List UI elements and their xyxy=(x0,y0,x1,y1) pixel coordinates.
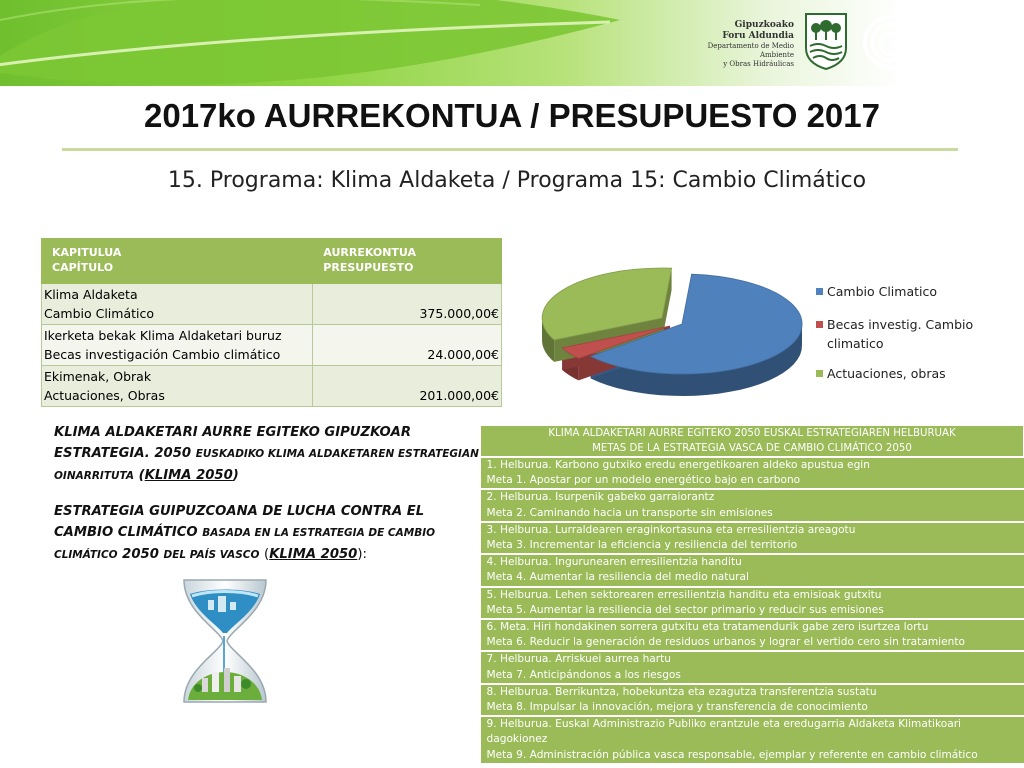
goal-cell: 7. Helburua. Arriskuei aurrea hartu Meta 7. Anticipándonos a los riesgos xyxy=(481,651,1024,683)
goal-cell: 5. Helburua. Lehen sektorearen erresilientzia handitu eta emisioak gutxitu Meta 5. Aumentar la resiliencia del sector primario y reducir sus emisiones xyxy=(481,587,1024,619)
klima-2050-link[interactable]: KLIMA 2050 xyxy=(269,547,358,562)
table-row xyxy=(42,366,502,407)
table-row xyxy=(481,522,1024,554)
strategy-text xyxy=(54,422,484,580)
brand-small-text: ORAIN xyxy=(920,40,957,51)
chapter-header: KAPITULUA CAPÍTULO xyxy=(42,239,313,284)
table-row xyxy=(481,619,1024,651)
gipuzkoa-g-logo xyxy=(862,14,918,70)
legend-swatch xyxy=(816,370,823,377)
goal-cell: 6. Meta. Hiri hondakinen sorrera gutxitu eta tratamendurik gabe zero isurtzea lortu Meta 6. Reducir la generación de residuos urbanos y lograr el vertido cero sin tratamiento xyxy=(481,619,1024,651)
chapter-cell: Ikerketa bekak Klima Aldaketari buruz Becas investigación Cambio climático xyxy=(42,325,313,366)
goal-cell: 1. Helburua. Karbono gutxiko eredu energetikoaren aldeko apustua egin Meta 1. Apostar por un modelo energético bajo en carbono xyxy=(481,457,1024,489)
table-row xyxy=(481,684,1024,716)
budget-header: AURREKONTUA PRESUPUESTO xyxy=(313,239,502,284)
chapter-cell: Ekimenak, Obrak Actuaciones, Obras xyxy=(42,366,313,407)
legend-item: Actuaciones, obras xyxy=(816,364,1006,383)
budget-header-row xyxy=(42,239,502,284)
amount-cell: 201.000,00€ xyxy=(313,366,502,407)
title-divider xyxy=(62,148,958,151)
goal-cell: 8. Helburua. Berrikuntza, hobekuntza eta ezagutza transferentzia sustatu Meta 8. Impulsar la innovación, mejora y transferencia de conocimiento xyxy=(481,684,1024,716)
table-row xyxy=(481,587,1024,619)
goals-table xyxy=(480,425,1024,763)
strategy-paragraph-eu: KLIMA ALDAKETARI AURRE EGITEKO GIPUZKOAR ESTRATEGIA. 2050 EUSKADIKO KLIMA ALDAKETAREN ESTRATEGIAN OINARRITUTA (KLIMA 2050) xyxy=(54,425,479,483)
legend-swatch xyxy=(816,321,823,328)
budget-pie-chart xyxy=(540,262,810,402)
table-row xyxy=(481,716,1024,763)
amount-cell: 24.000,00€ xyxy=(313,325,502,366)
brand-big-text: GIPUZKOA xyxy=(920,51,994,67)
goal-cell: 3. Helburua. Lurraldearen eraginkortasuna eta erresilientzia areagotu Meta 3. Incrementar la eficiencia y resiliencia del territorio xyxy=(481,522,1024,554)
shield-logo xyxy=(804,12,848,70)
legend-item: Cambio Climatico xyxy=(816,282,1006,301)
table-row xyxy=(42,325,502,366)
chapter-cell: Klima Aldaketa Cambio Climático xyxy=(42,284,313,325)
strategy-paragraph-es: ESTRATEGIA GUIPUZCOANA DE LUCHA CONTRA EL CAMBIO CLIMÁTICO BASADA EN LA ESTRATEGIA DE CAMBIO CLIMÁTICO 2050 DEL PAÍS VASCO (KLIMA 2050): xyxy=(54,504,436,562)
table-row xyxy=(481,554,1024,586)
logo-group xyxy=(684,0,1024,86)
goal-cell: 2. Helburua. Isurpenik gabeko garraiorantz Meta 2. Caminando hacia un transporte sin emisiones xyxy=(481,489,1024,521)
department-name: Gipuzkoako Foru Aldundia Departamento de Medio Ambiente y Obras Hidráulicas xyxy=(707,20,794,68)
table-row xyxy=(481,489,1024,521)
goal-cell: 4. Helburua. Ingurunearen erresilientzia handitu Meta 4. Aumentar la resiliencia del medio natural xyxy=(481,554,1024,586)
leaf-image xyxy=(0,0,700,86)
table-row xyxy=(481,651,1024,683)
amount-cell: 375.000,00€ xyxy=(313,284,502,325)
budget-table xyxy=(41,238,502,407)
table-row xyxy=(481,457,1024,489)
legend-item: Becas investig. Cambio climatico xyxy=(816,315,1006,353)
header-banner xyxy=(0,0,1024,86)
legend-swatch xyxy=(816,288,823,295)
hourglass-image xyxy=(178,578,272,704)
goal-cell: 9. Helburua. Euskal Administrazio Publiko erantzule eta eredugarria Aldaketa Klimatikoari dagokionez Meta 9. Administración pública vasca responsable, ejemplar y referente en cambio climático xyxy=(481,716,1024,763)
page-subtitle: 15. Programa: Klima Aldaketa / Programa 15: Cambio Climático xyxy=(167,168,867,193)
table-row xyxy=(42,284,502,325)
page-title: 2017ko AURREKONTUA / PRESUPUESTO 2017 xyxy=(143,97,880,134)
goals-header-row xyxy=(481,426,1024,458)
chart-legend xyxy=(816,282,1006,383)
goals-header: KLIMA ALDAKETARI AURRE EGITEKO 2050 EUSKAL ESTRATEGIAREN HELBURUAK METAS DE LA ESTRATEGIA VASCA DE CAMBIO CLIMÁTICO 2050 xyxy=(481,426,1024,458)
klima-2050-link[interactable]: KLIMA 2050 xyxy=(144,468,233,483)
